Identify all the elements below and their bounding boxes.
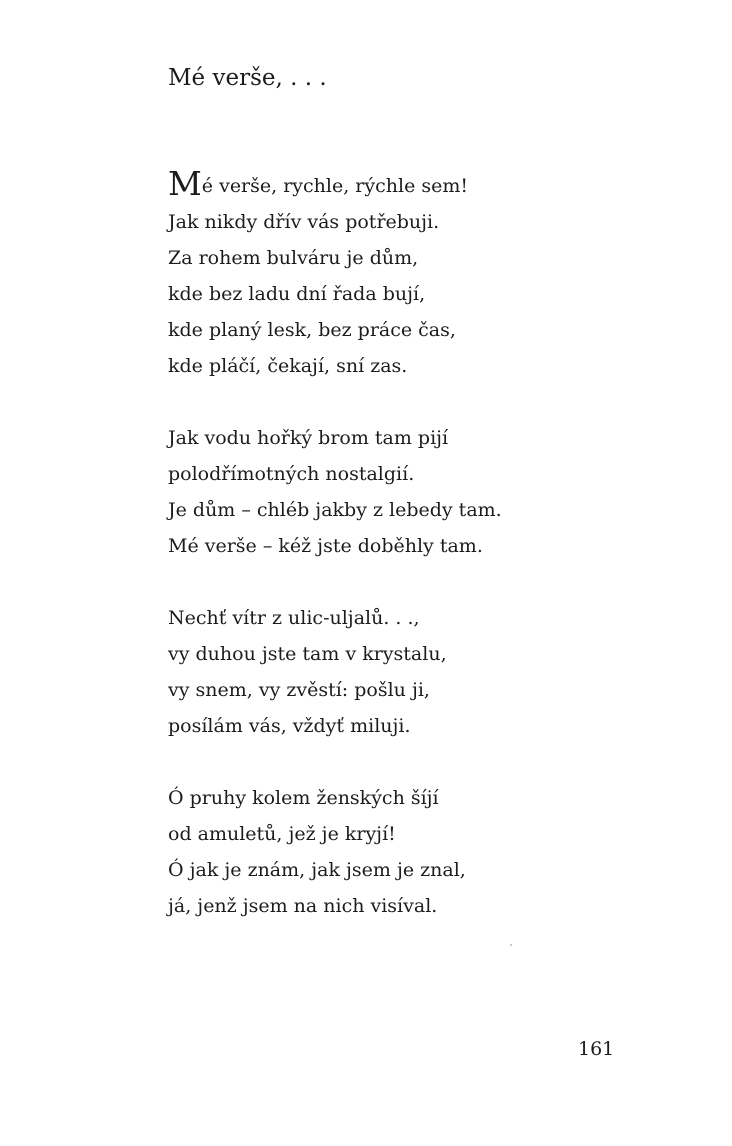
- poem-line: vy snem, vy zvěstí: pošlu ji,: [168, 679, 430, 701]
- poem-line: já, jenž jsem na nich visíval.: [168, 895, 438, 917]
- stanza-2: [168, 420, 588, 564]
- poem-line: Za rohem bulváru je dům,: [168, 247, 419, 269]
- poem-line: kde planý lesk, bez práce čas,: [168, 319, 456, 341]
- poem-line: kde pláčí, čekají, sní zas.: [168, 355, 408, 377]
- poem-line: Jak vodu hořký brom tam pijí: [168, 427, 449, 449]
- poem-line: polodřímotných nostalgií.: [168, 463, 415, 485]
- poem-line: Ó pruhy kolem ženských šíjí: [168, 787, 439, 809]
- poem-line: od amuletů, jež je kryjí!: [168, 823, 396, 845]
- poem-line: Jak nikdy dřív vás potřebuji.: [168, 211, 440, 233]
- poem-body: [168, 164, 588, 924]
- poem-line-first: [168, 164, 588, 204]
- poem-line: Nechť vítr z ulic-uljalů. . .,: [168, 607, 420, 629]
- stanza-4: [168, 780, 588, 924]
- poem-line: Mé verše – kéž jste doběhly tam.: [168, 535, 483, 557]
- first-line-text: é verše, rychle, rýchle sem!: [201, 175, 469, 197]
- drop-cap: M: [168, 164, 202, 203]
- poem-title: Mé verše, . . .: [168, 65, 327, 91]
- poem-line: Ó jak je znám, jak jsem je znal,: [168, 859, 466, 881]
- poem-line: kde bez ladu dní řada bují,: [168, 283, 426, 305]
- page-number: 161: [578, 1038, 615, 1060]
- stanza-1: [168, 164, 588, 384]
- stanza-3: [168, 600, 588, 744]
- print-speck: [510, 944, 512, 946]
- poem-line: posílám vás, vždyť miluji.: [168, 715, 411, 737]
- poem-line: vy duhou jste tam v krystalu,: [168, 643, 447, 665]
- poem-line: Je dům – chléb jakby z lebedy tam.: [168, 499, 502, 521]
